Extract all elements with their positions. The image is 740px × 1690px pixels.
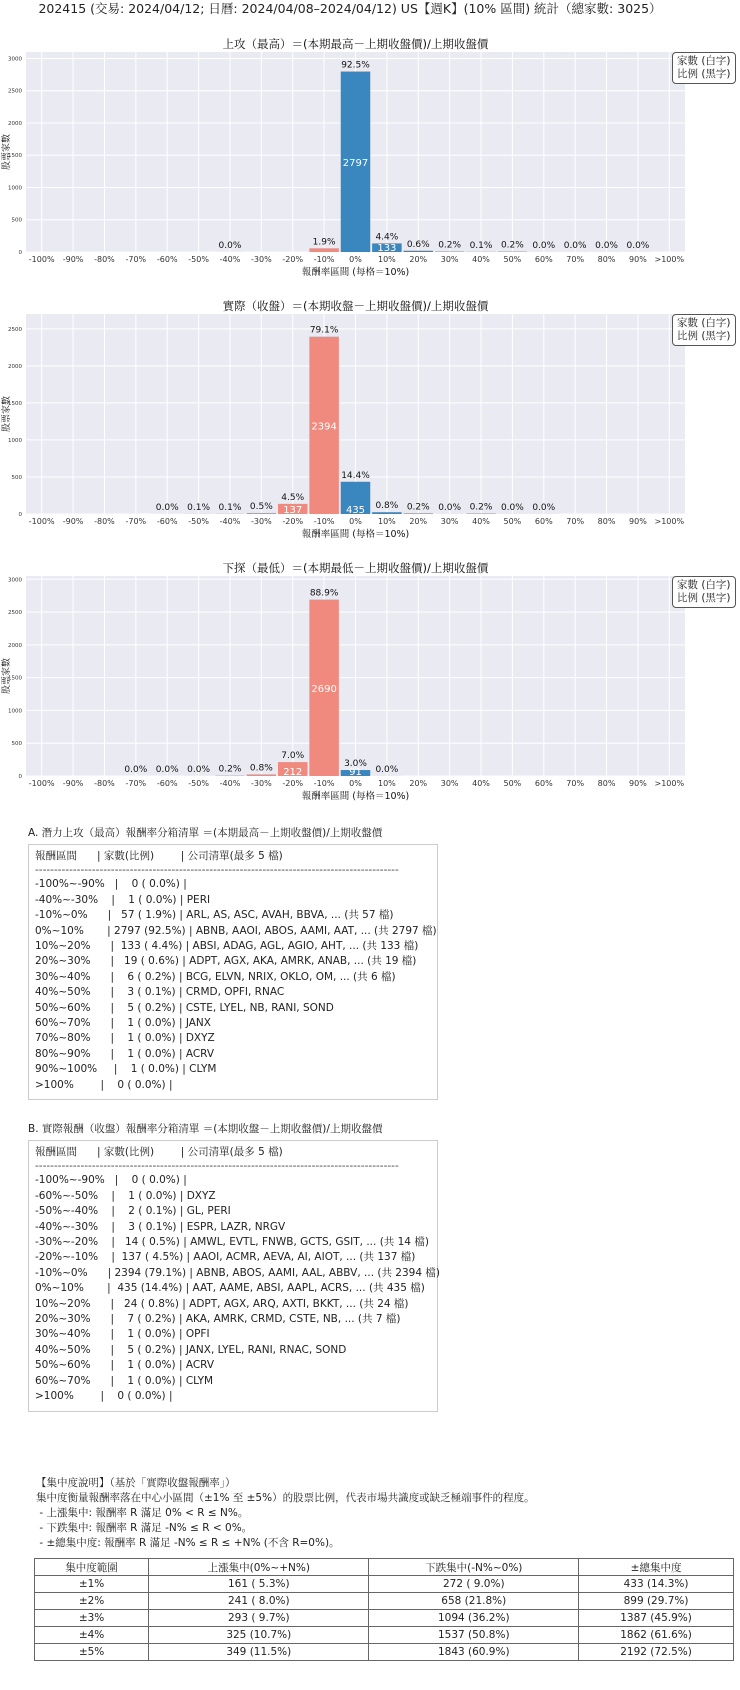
pct-label: 0.0% xyxy=(532,502,556,513)
listing-row: 50%~60% | 1 ( 0.0%) | ACRV xyxy=(35,1359,215,1372)
pct-label: 3.0% xyxy=(344,759,367,770)
concentration-notes xyxy=(36,1476,535,1551)
pct-label: 4.4% xyxy=(375,232,399,243)
x-tick-label: -20% xyxy=(282,255,304,264)
x-tick-label: 20% xyxy=(409,779,428,788)
chart-high xyxy=(0,34,740,296)
legend-line-ratio: 比例 (黑字) xyxy=(677,330,731,342)
x-tick-label: 60% xyxy=(534,517,553,526)
listing-b-title: B. 實際報酬（收盤）報酬率分箱清單 ＝(本期收盤－上期收盤價)/上期收盤價 xyxy=(28,1123,383,1135)
pct-label: 7.0% xyxy=(281,751,305,762)
x-tick-label: 40% xyxy=(472,517,490,526)
x-tick-label: 80% xyxy=(597,517,616,526)
x-tick-label: 80% xyxy=(597,255,616,264)
y-tick-label: 2000 xyxy=(8,363,22,370)
count-label: 212 xyxy=(283,767,303,778)
pct-label: 0.0% xyxy=(155,765,179,775)
concentration-row xyxy=(35,1610,734,1627)
y-tick-label: 1500 xyxy=(8,153,22,160)
x-axis-label: 報酬率區間 (每格＝10%) xyxy=(301,267,410,278)
x-tick-label: -30% xyxy=(251,517,272,526)
y-tick-label: 2000 xyxy=(8,642,22,649)
chart-low xyxy=(0,558,740,820)
concentration-cell: 293 ( 9.7%) xyxy=(149,1610,369,1627)
pct-label: 0.0% xyxy=(626,240,650,251)
concentration-cell: ±1% xyxy=(35,1576,149,1593)
x-tick-label: 10% xyxy=(377,517,396,526)
x-tick-label: -50% xyxy=(188,517,209,526)
y-tick-label: 1500 xyxy=(8,400,22,407)
listing-row: 90%~100% | 1 ( 0.0%) | CLYM xyxy=(35,1063,217,1076)
pct-label: 0.0% xyxy=(155,502,179,513)
concentration-cell: 899 (29.7%) xyxy=(579,1593,734,1610)
pct-label: 0.0% xyxy=(438,502,462,513)
x-tick-label: -50% xyxy=(188,255,209,264)
pct-label: 0.2% xyxy=(500,240,524,251)
count-label: 91 xyxy=(349,767,362,778)
bar xyxy=(404,251,433,252)
x-tick-label: 0% xyxy=(349,255,362,264)
chart-legend xyxy=(672,52,736,84)
count-label: 2797 xyxy=(342,157,369,169)
y-tick-label: 1000 xyxy=(8,708,22,715)
y-tick-label: 0 xyxy=(18,250,22,256)
bar xyxy=(309,248,338,252)
chart-legend xyxy=(672,314,736,346)
page-title: 202415 (交易: 2024/04/12; 日曆: 2024/04/08–2024/04/12) US【週K】(10% 區間) 統計（總家數: 3025） xyxy=(38,1,662,16)
pct-label: 0.0% xyxy=(500,502,524,513)
concentration-cell: 433 (14.3%) xyxy=(579,1576,734,1593)
listing-row: -20%~-10% | 137 ( 4.5%) | AAOI, ACMR, AEVA, AI, AIOT, ... (共 137 檔) xyxy=(35,1251,416,1264)
listing-row: 80%~90% | 1 ( 0.0%) | ACRV xyxy=(35,1047,215,1060)
y-axis-label: 股票家數 xyxy=(2,395,12,433)
listing-a-header: 報酬區間 | 家數(比例) | 公司清單(最多 5 檔) xyxy=(35,850,283,862)
listing-row: 70%~80% | 1 ( 0.0%) | DXYZ xyxy=(35,1032,215,1045)
listing-row: 10%~20% | 133 ( 4.4%) | ABSI, ADAG, AGL, AGIO, AHT, ... (共 133 檔) xyxy=(35,940,419,953)
concentration-row xyxy=(35,1593,734,1610)
x-tick-label: -40% xyxy=(219,255,241,264)
bar xyxy=(404,513,433,514)
pct-label: 14.4% xyxy=(341,470,370,481)
x-tick-label: -20% xyxy=(282,779,304,788)
x-tick-label: 0% xyxy=(349,779,362,788)
pct-label: 0.0% xyxy=(218,240,242,251)
chart-title: 實際（收盤）＝(本期收盤－上期收盤價)/上期收盤價 xyxy=(222,299,489,313)
pct-label: 79.1% xyxy=(309,325,339,336)
concentration-cell: ±5% xyxy=(35,1644,149,1661)
listing-row: 30%~40% | 6 ( 0.2%) | BCG, ELVN, NRIX, OKLO, OM, ... (共 6 檔) xyxy=(35,970,396,983)
concentration-header-cell: 集中度範圍 xyxy=(35,1559,149,1576)
x-tick-label: 60% xyxy=(534,779,553,788)
listing-row: 20%~30% | 19 ( 0.6%) | ADPT, AGX, AKA, AMRK, ANAB, ... (共 19 檔) xyxy=(35,955,417,968)
listing-b xyxy=(28,1122,438,1412)
chart-legend xyxy=(672,576,736,608)
concentration-cell: 1862 (61.6%) xyxy=(579,1627,734,1644)
listing-row: 60%~70% | 1 ( 0.0%) | CLYM xyxy=(35,1374,214,1387)
x-tick-label: -40% xyxy=(219,517,241,526)
listing-row: 40%~50% | 3 ( 0.1%) | CRMD, OPFI, RNAC xyxy=(35,986,285,999)
x-tick-label: 20% xyxy=(409,517,428,526)
pct-label: 0.0% xyxy=(187,764,211,775)
listing-row: -100%~-90% | 0 ( 0.0%) | xyxy=(35,878,187,891)
x-tick-label: -80% xyxy=(94,779,115,788)
concentration-header-cell: 上漲集中(0%~+N%) xyxy=(149,1559,369,1576)
pct-label: 0.2% xyxy=(218,764,242,775)
x-tick-label: 60% xyxy=(534,255,553,264)
pct-label: 0.0% xyxy=(124,765,148,775)
x-tick-label: -70% xyxy=(125,517,147,526)
chart-svg xyxy=(0,296,740,558)
x-tick-label: 10% xyxy=(377,255,396,264)
y-tick-label: 2500 xyxy=(8,88,22,95)
pct-label: 0.1% xyxy=(469,240,493,251)
concentration-header-row xyxy=(35,1559,734,1576)
x-tick-label: 30% xyxy=(440,255,459,264)
chart-title: 上攻（最高）＝(本期最高－上期收盤價)/上期收盤價 xyxy=(222,37,489,51)
x-tick-label: 50% xyxy=(503,255,522,264)
y-axis-label: 股票家數 xyxy=(2,657,12,695)
x-tick-label: -10% xyxy=(313,517,335,526)
concentration-cell: 1537 (50.8%) xyxy=(369,1627,579,1644)
count-label: 133 xyxy=(377,243,397,254)
listing-row: -40%~-30% | 3 ( 0.1%) | ESPR, LAZR, NRGV xyxy=(35,1220,286,1233)
x-tick-label: 70% xyxy=(566,779,585,788)
concentration-cell: 349 (11.5%) xyxy=(149,1644,369,1661)
listing-a-separator: ------------------------------------------------------------------------------------------------ xyxy=(35,864,399,877)
concentration-cell: ±3% xyxy=(35,1610,149,1627)
listing-a-box xyxy=(28,844,438,1100)
pct-label: 0.0% xyxy=(563,240,587,251)
listing-row: -30%~-20% | 14 ( 0.5%) | AMWL, EVTL, FNWB, GCTS, GSIT, ... (共 14 檔) xyxy=(35,1236,429,1249)
y-tick-label: 1500 xyxy=(8,675,22,682)
listing-a xyxy=(28,826,438,1100)
legend-line-count: 家數 (白字) xyxy=(677,317,731,329)
pct-label: 0.0% xyxy=(595,240,618,251)
x-axis-label: 報酬率區間 (每格＝10%) xyxy=(301,791,410,802)
x-tick-label: 0% xyxy=(349,517,362,526)
listing-row: 50%~60% | 5 ( 0.2%) | CSTE, LYEL, NB, RANI, SOND xyxy=(35,1001,334,1014)
legend-line-count: 家數 (白字) xyxy=(677,579,731,591)
concentration-note-line: - ±總集中度: 報酬率 R 滿足 -N% ≤ R ≤ +N% (不含 R=0%)。 xyxy=(36,1537,340,1549)
listing-row: -40%~-30% | 1 ( 0.0%) | PERI xyxy=(35,893,211,906)
listing-row: 0%~10% | 435 (14.4%) | AAT, AAME, ABSI, AAPL, ACRS, ... (共 435 檔) xyxy=(35,1282,425,1295)
pct-label: 0.6% xyxy=(406,239,430,250)
x-tick-label: >100% xyxy=(654,517,685,526)
bar xyxy=(372,512,401,514)
pct-label: 0.1% xyxy=(218,502,242,513)
x-tick-label: -100% xyxy=(28,255,55,264)
chart-svg xyxy=(0,558,740,820)
listing-row: 40%~50% | 5 ( 0.2%) | JANX, LYEL, RANI, RNAC, SOND xyxy=(35,1343,347,1356)
x-tick-label: -60% xyxy=(156,255,178,264)
concentration-header-cell: 下跌集中(-N%~0%) xyxy=(369,1559,579,1576)
concentration-row xyxy=(35,1644,734,1661)
y-axis-label: 股票家數 xyxy=(2,133,12,171)
pct-label: 0.8% xyxy=(249,763,273,774)
bar xyxy=(247,513,276,514)
concentration-note-line: - 下跌集中: 報酬率 R 滿足 -N% ≤ R < 0%。 xyxy=(36,1522,253,1534)
listing-row: 30%~40% | 1 ( 0.0%) | OPFI xyxy=(35,1328,210,1341)
pct-label: 0.8% xyxy=(375,501,399,512)
x-tick-label: -10% xyxy=(313,779,335,788)
y-tick-label: 1000 xyxy=(8,185,22,192)
listing-row: 20%~30% | 7 ( 0.2%) | AKA, AMRK, CRMD, CSTE, NB, ... (共 7 檔) xyxy=(35,1313,401,1326)
pct-label: 92.5% xyxy=(341,60,370,71)
listing-b-rows xyxy=(35,1173,440,1404)
concentration-row xyxy=(35,1627,734,1644)
x-tick-label: -20% xyxy=(282,517,304,526)
listing-row: >100% | 0 ( 0.0%) | xyxy=(35,1390,173,1403)
y-tick-label: 500 xyxy=(11,217,22,224)
pct-label: 0.2% xyxy=(406,502,430,513)
listing-row: 0%~10% | 2797 (92.5%) | ABNB, AAOI, ABOS, AAMI, AAT, ... (共 2797 檔) xyxy=(35,924,437,937)
x-tick-label: 90% xyxy=(629,779,647,788)
listing-a-title: A. 潛力上攻（最高）報酬率分箱清單 ＝(本期最高－上期收盤價)/上期收盤價 xyxy=(28,827,383,839)
pct-label: 4.5% xyxy=(281,492,305,503)
pct-label: 0.2% xyxy=(438,240,462,251)
listing-b-box xyxy=(28,1140,438,1412)
concentration-cell: ±2% xyxy=(35,1593,149,1610)
x-tick-label: -100% xyxy=(28,517,55,526)
concentration-cell: 658 (21.8%) xyxy=(369,1593,579,1610)
legend-line-ratio: 比例 (黑字) xyxy=(677,592,731,604)
x-tick-label: >100% xyxy=(654,779,685,788)
listing-row: -100%~-90% | 0 ( 0.0%) | xyxy=(35,1174,187,1187)
chart-svg xyxy=(0,34,740,296)
x-tick-label: 10% xyxy=(377,779,396,788)
chart-close xyxy=(0,296,740,558)
pct-label: 0.1% xyxy=(187,502,211,513)
x-tick-label: >100% xyxy=(654,255,685,264)
concentration-note-line: 【集中度說明】（基於「實際收盤報酬率」） xyxy=(36,1477,236,1489)
x-tick-label: -50% xyxy=(188,779,209,788)
x-tick-label: -60% xyxy=(156,779,178,788)
y-tick-label: 2500 xyxy=(8,610,22,617)
chart-title: 下探（最低）＝(本期最低－上期收盤價)/上期收盤價 xyxy=(222,561,489,575)
y-tick-label: 1000 xyxy=(8,437,22,444)
concentration-body xyxy=(35,1576,734,1661)
x-tick-label: -70% xyxy=(125,779,147,788)
x-tick-label: -90% xyxy=(62,517,84,526)
x-tick-label: -80% xyxy=(94,517,115,526)
concentration-cell: 1094 (36.2%) xyxy=(369,1610,579,1627)
count-label: 137 xyxy=(283,505,303,516)
listing-a-rows xyxy=(35,877,437,1093)
pct-label: 88.9% xyxy=(309,588,339,599)
y-tick-label: 3000 xyxy=(8,577,22,584)
concentration-note-line: 集中度衡量報酬率落在中心小區間（±1% 至 ±5%）的股票比例，代表市場共識度或缺乏極端事件的程度。 xyxy=(36,1492,535,1504)
concentration-cell: 1843 (60.9%) xyxy=(369,1644,579,1661)
x-tick-label: 30% xyxy=(440,779,459,788)
concentration-cell: ±4% xyxy=(35,1627,149,1644)
y-tick-label: 500 xyxy=(11,474,22,481)
x-tick-label: 30% xyxy=(440,517,459,526)
concentration-cell: 272 ( 9.0%) xyxy=(369,1576,579,1593)
count-label: 435 xyxy=(345,505,366,516)
bar xyxy=(247,774,276,776)
listing-row: 10%~20% | 24 ( 0.8%) | ADPT, AGX, ARQ, AXTI, BKKT, ... (共 24 檔) xyxy=(35,1297,409,1310)
concentration-cell: 241 ( 8.0%) xyxy=(149,1593,369,1610)
pct-label: 0.2% xyxy=(469,502,493,513)
y-tick-label: 3000 xyxy=(8,56,22,63)
count-label: 2690 xyxy=(311,683,337,695)
y-tick-label: 0 xyxy=(18,512,22,518)
x-tick-label: -60% xyxy=(156,517,178,526)
listing-b-header: 報酬區間 | 家數(比例) | 公司清單(最多 5 檔) xyxy=(35,1146,283,1158)
count-label: 2394 xyxy=(311,421,337,433)
concentration-cell: 161 ( 5.3%) xyxy=(149,1576,369,1593)
concentration-cell: 1387 (45.9%) xyxy=(579,1610,734,1627)
x-tick-label: -10% xyxy=(313,255,335,264)
x-tick-label: 70% xyxy=(566,517,585,526)
concentration-table xyxy=(34,1558,734,1661)
listing-row: >100% | 0 ( 0.0%) | xyxy=(35,1078,173,1091)
concentration-header-cell: ±總集中度 xyxy=(579,1559,734,1576)
x-tick-label: 50% xyxy=(503,517,522,526)
listing-row: -10%~0% | 57 ( 1.9%) | ARL, AS, ASC, AVAH, BBVA, ... (共 57 檔) xyxy=(35,909,394,922)
x-tick-label: -100% xyxy=(28,779,55,788)
legend-line-ratio: 比例 (黑字) xyxy=(677,68,731,80)
x-tick-label: 80% xyxy=(597,779,616,788)
x-tick-label: 70% xyxy=(566,255,585,264)
legend-line-count: 家數 (白字) xyxy=(677,55,731,67)
x-tick-label: 90% xyxy=(629,255,647,264)
concentration-cell: 2192 (72.5%) xyxy=(579,1644,734,1661)
concentration-note-line: - 上漲集中: 報酬率 R 滿足 0% < R ≤ N%。 xyxy=(36,1507,249,1519)
concentration-row xyxy=(35,1576,734,1593)
y-tick-label: 500 xyxy=(11,741,22,748)
pct-label: 0.5% xyxy=(249,501,273,512)
x-axis-label: 報酬率區間 (每格＝10%) xyxy=(301,529,410,540)
x-tick-label: -90% xyxy=(62,779,84,788)
x-tick-label: -30% xyxy=(251,779,272,788)
listing-row: 60%~70% | 1 ( 0.0%) | JANX xyxy=(35,1017,211,1030)
listing-b-separator: ------------------------------------------------------------------------------------------------ xyxy=(35,1160,399,1173)
listing-row: -50%~-40% | 2 ( 0.1%) | GL, PERI xyxy=(35,1205,231,1218)
x-tick-label: 40% xyxy=(472,255,490,264)
x-tick-label: -30% xyxy=(251,255,272,264)
x-tick-label: -70% xyxy=(125,255,147,264)
pct-label: 0.0% xyxy=(375,764,399,775)
concentration-cell: 325 (10.7%) xyxy=(149,1627,369,1644)
y-tick-label: 2000 xyxy=(8,120,22,127)
x-tick-label: 20% xyxy=(409,255,428,264)
x-tick-label: 90% xyxy=(629,517,647,526)
x-tick-label: -40% xyxy=(219,779,241,788)
listing-row: -60%~-50% | 1 ( 0.0%) | DXYZ xyxy=(35,1189,216,1202)
pct-label: 1.9% xyxy=(312,237,336,248)
listing-row: -10%~0% | 2394 (79.1%) | ABNB, ABOS, AAMI, AAL, ABBV, ... (共 2394 檔) xyxy=(35,1266,440,1279)
pct-label: 0.0% xyxy=(532,240,556,251)
x-tick-label: -80% xyxy=(94,255,115,264)
y-tick-label: 0 xyxy=(18,774,22,780)
x-tick-label: -90% xyxy=(62,255,84,264)
x-tick-label: 50% xyxy=(503,779,522,788)
y-tick-label: 2500 xyxy=(8,326,22,333)
x-tick-label: 40% xyxy=(472,779,490,788)
